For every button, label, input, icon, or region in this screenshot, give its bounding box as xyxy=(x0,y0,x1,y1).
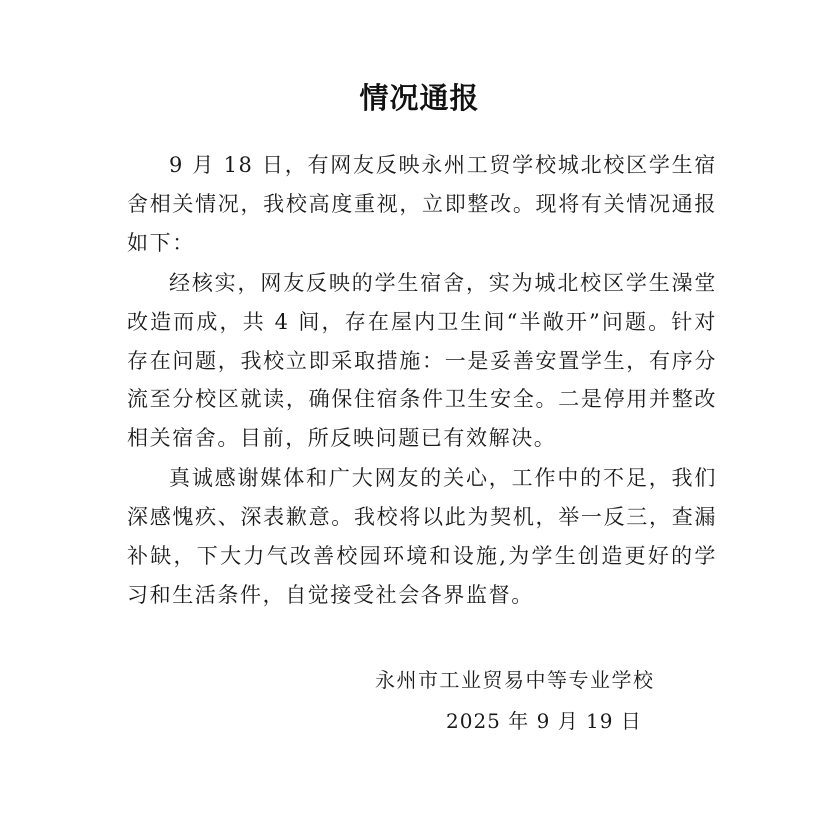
notice-body xyxy=(127,146,717,616)
notice-title: 情况通报 xyxy=(359,81,480,115)
paragraph-2: 经核实，网友反映的学生宿舍，实为城北校区学生澡堂改造而成，共 4 间，存在屋内卫生间“半敞开”问题。针对存在问题，我校立即采取措施：一是妥善安置学生，有序分流至分校区就读，确保住宿条件卫生安全。二是停用并整改相关宿舍。目前，所反映问题已有效解决。 xyxy=(127,270,717,451)
paragraph-3: 真诚感谢媒体和广大网友的关心，工作中的不足，我们深感愧疚、深表歉意。我校将以此为契机，举一反三，查漏补缺，下大力气改善校园环境和设施,为学生创造更好的学习和生活条件，自觉接受社会各界监督。 xyxy=(127,466,717,607)
signature-date: 2025 年 9 月 19 日 xyxy=(446,709,642,733)
signature-organization: 永州市工业贸易中等专业学校 xyxy=(375,668,655,692)
paragraph-1: 9 月 18 日，有网友反映永州工贸学校城北校区学生宿舍相关情况，我校高度重视，立即整改。现将有关情况通报如下： xyxy=(127,153,717,255)
